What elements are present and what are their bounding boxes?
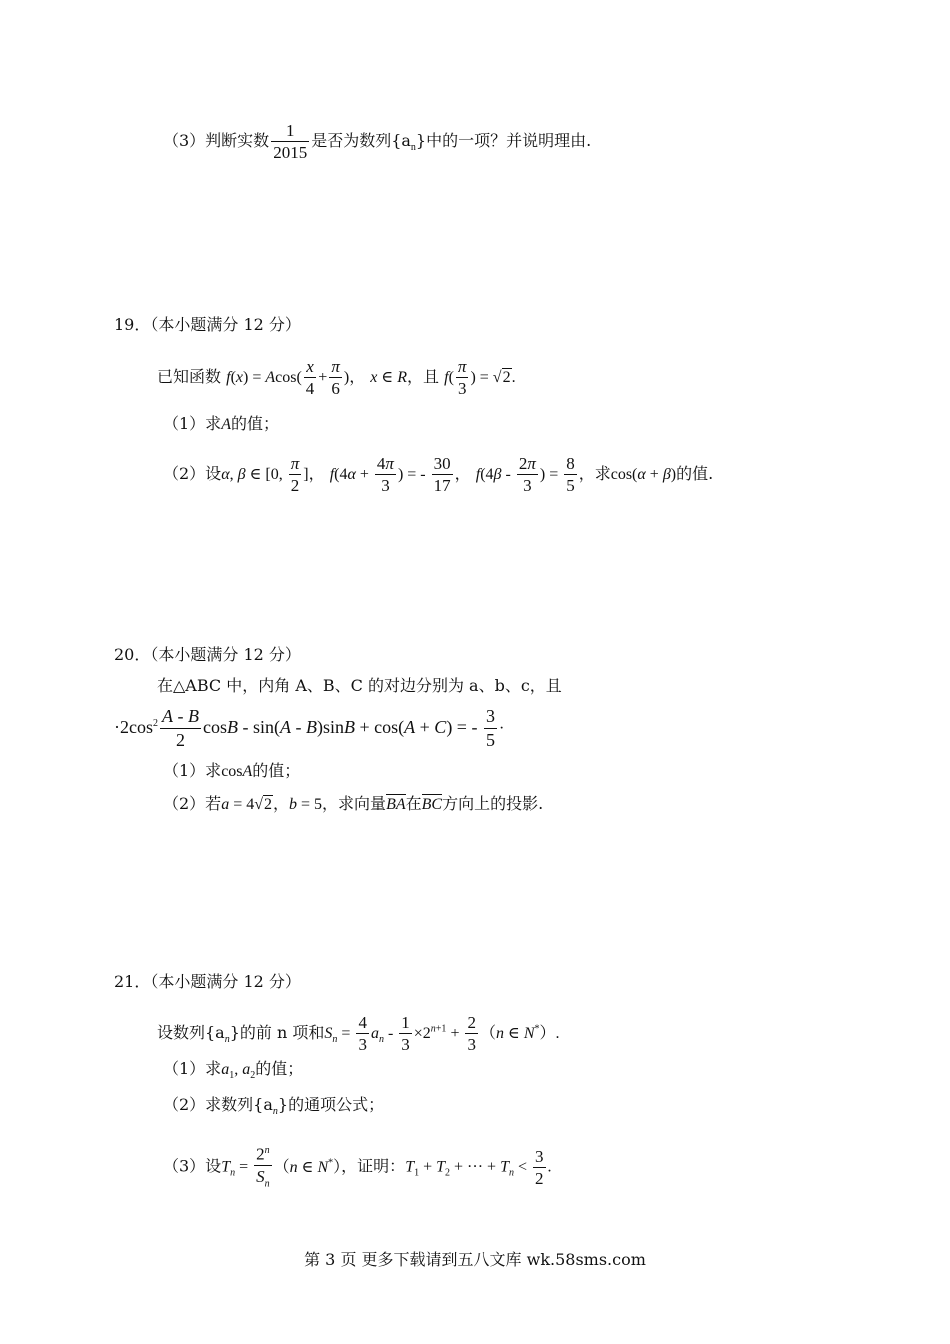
q21-part3: （3）设$T_n$ = $\frac{2^n}{S_n}$ （n ∈ N*），证明：$T_1 + T_2$ + ··· + $T_n$ < $\frac{3}{2}$ . (163, 1140, 552, 1194)
q20-part1: （1）求cosA的值； (163, 761, 301, 780)
q21-part2: （2）求数列$\{a_n\}$的通项公式； (163, 1095, 385, 1118)
q19-part1: （1）求A的值； (163, 414, 279, 433)
q18-part3-rest: 是否为数列{a (311, 131, 411, 150)
q20-header: 20．（本小题满分 12 分） (114, 645, 301, 664)
q19-header: 19．（本小题满分 12 分） (114, 315, 301, 334)
q18-part3-label: （3）判断实数 (163, 131, 270, 150)
q21-part1: （1）求$a_1$, $a_2$的值； (163, 1059, 304, 1082)
q20-equation: $\cdot 2\cos^2$ $\frac{A - B}{2}$ cosB - sin(A - B)sinB + cos(A + C) = - $\frac{3}{5}$ · (114, 706, 505, 750)
q20-intro: 在△ABC 中，内角 A、B、C 的对边分别为 a、b、c，且 (157, 676, 562, 695)
q18-part3-tail: }中的一项？并说明理由. (415, 131, 592, 150)
q21-intro: 设数列$\{a_n\}$的前 n 项和$S_n$ = $\frac{4}{3}$ $a_n$ - $\frac{1}{3}$ $\times 2^{n+1}$ + $\frac{2}{3}$ （n ∈ N*）. (157, 1013, 560, 1054)
page-footer: 第 3 页 更多下载请到五八文库 wk.58sms.com (304, 1250, 646, 1269)
q19-intro: 已知函数 f(x) = Acos( $\frac{x}{4}$ + $\frac{\pi}{6}$ )， x ∈ R，且 f( $\frac{\pi}{3}$ ) = √2. (157, 357, 516, 398)
q18-part3: （3）判断实数 $\frac{1}{2015}$ 是否为数列$\{a_n\}$中的一项？并说明理由. (163, 121, 592, 162)
q21-header: 21．（本小题满分 12 分） (114, 972, 301, 991)
q20-part2: （2）若a = 4√2，b = 5，求向量BA在BC方向上的投影. (163, 794, 544, 813)
fraction-1-2015: $\frac{1}{2015}$ (273, 121, 308, 162)
q19-part2: （2）设α, β ∈ [0, $\frac{\pi}{2}$ ]， f(4α + $\frac{4\pi}{3}$ ) = - $\frac{30}{17}$ ， f(4β - $\frac{2\pi}{3}$ ) = $\frac{8}{5}$ ，求cos(α + β)的值. (163, 454, 714, 495)
